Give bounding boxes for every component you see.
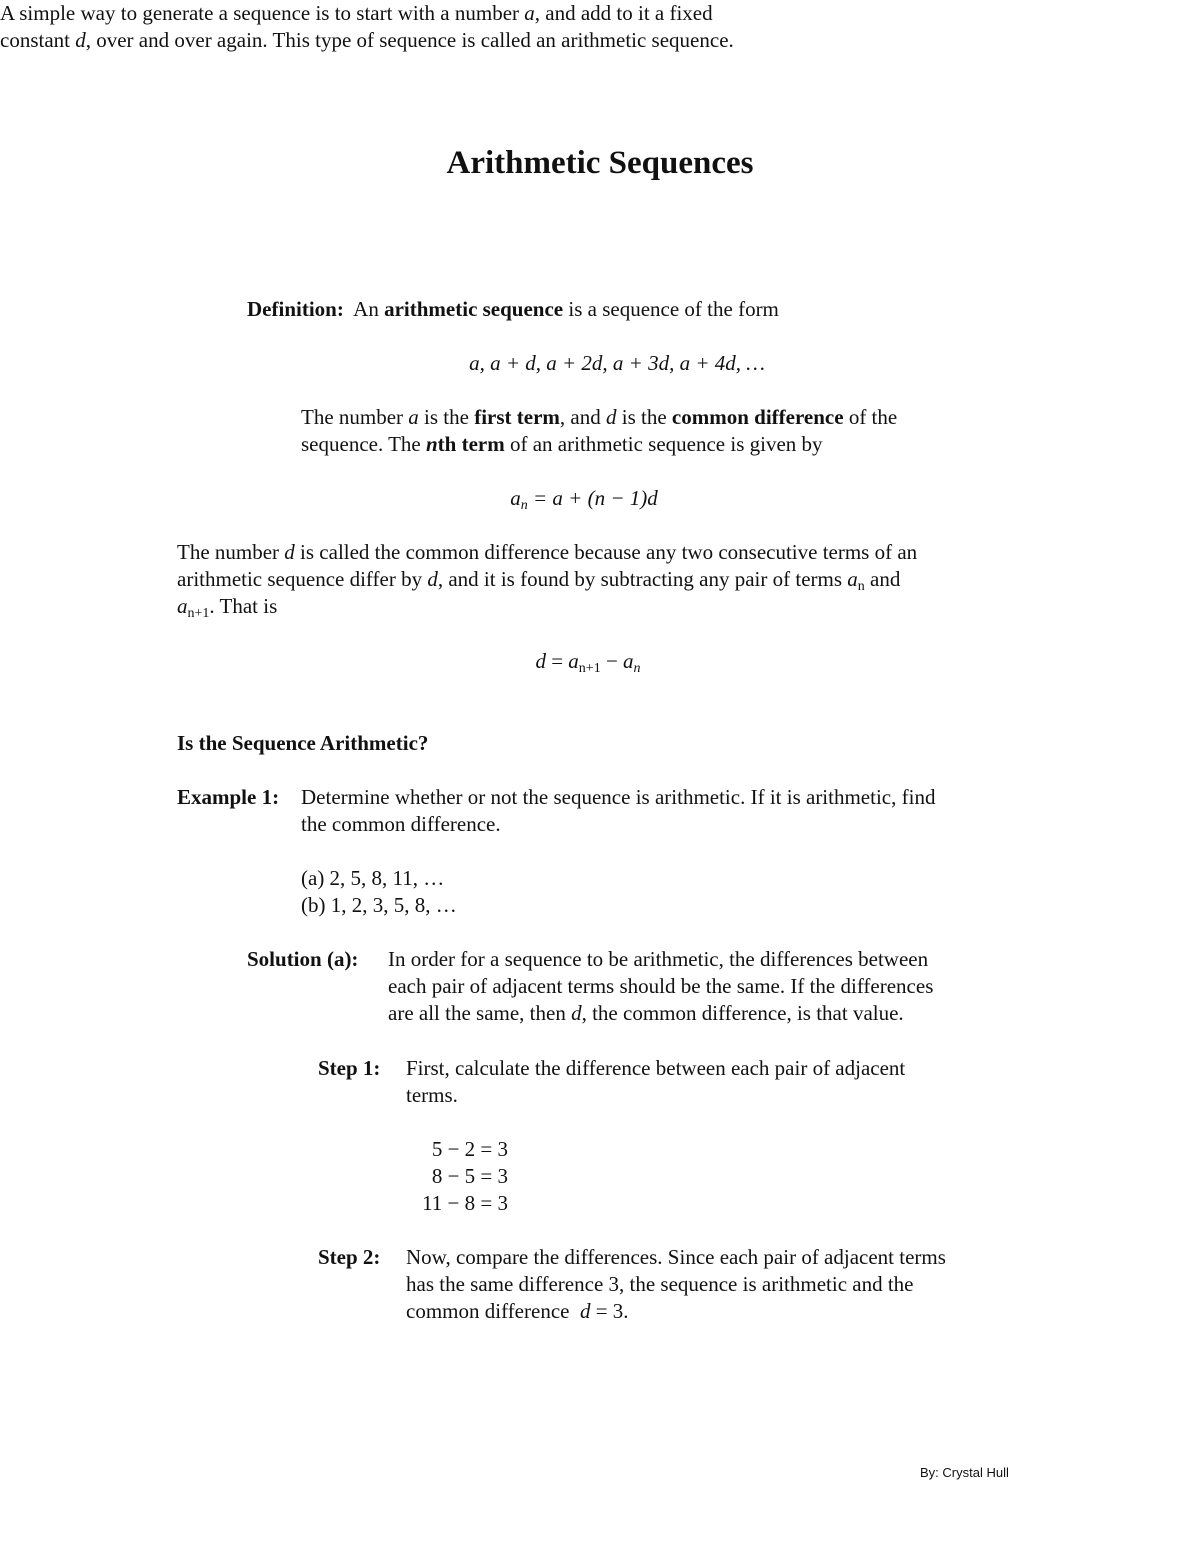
intro-line-1: A simple way to generate a sequence is to start with a number a, and add to it a fixed — [0, 1, 713, 25]
solution-a-label: Solution (a): — [247, 947, 359, 971]
step-1-line-1: First, calculate the difference between each pair of adjacent — [406, 1056, 906, 1080]
step-1-equation: 8 − 5 = 3 — [431, 1164, 508, 1188]
step-2-line-1: Now, compare the differences. Since each pair of adjacent terms — [406, 1245, 946, 1269]
solution-a-line-2: each pair of adjacent terms should be the same. If the differences — [388, 974, 934, 998]
author-footer: By: Crystal Hull — [920, 1465, 1009, 1480]
example-1-line-1: Determine whether or not the sequence is arithmetic. If it is arithmetic, find — [301, 785, 936, 809]
example-1-label: Example 1: — [177, 785, 280, 809]
solution-a-line-1: In order for a sequence to be arithmetic, the differences between — [388, 947, 929, 971]
nth-term-formula: $a_n = a + (n - 1)d$ — [510, 486, 658, 513]
step-1-label: Step 1: — [318, 1056, 381, 1080]
common-difference-line-1: The number d is called the common difference because any two consecutive terms of an — [177, 540, 918, 564]
section-heading: Is the Sequence Arithmetic? — [177, 731, 429, 755]
difference-formula: $d = a_{n+1} - a_n$ — [535, 649, 641, 676]
intro-line-2: constant d, over and over again. This type of sequence is called an arithmetic sequence. — [0, 28, 734, 52]
step-2-line-2: has the same difference 3, the sequence is arithmetic and the — [406, 1272, 914, 1296]
definition-line: Definition: An arithmetic sequence is a sequence of the form — [247, 297, 779, 321]
definition-detail-line-2: sequence. The nth term of an arithmetic sequence is given by — [301, 432, 823, 456]
step-1-equation: 5 − 2 = 3 — [431, 1137, 508, 1161]
common-difference-line-3: $a_{n+1}$. That is — [177, 594, 278, 621]
definition-term: arithmetic sequence — [384, 297, 564, 321]
example-1-part-a: (a) 2, 5, 8, 11, … — [301, 866, 445, 890]
step-2-line-3: common difference d = 3. — [406, 1299, 629, 1323]
common-difference-line-2: arithmetic sequence differ by d, and it is found by subtracting any pair of terms $a_n$ and — [177, 567, 901, 594]
step-2-label: Step 2: — [318, 1245, 381, 1269]
page-title: Arithmetic Sequences — [446, 145, 754, 181]
example-1-part-b: (b) 1, 2, 3, 5, 8, … — [301, 893, 457, 917]
example-1-line-2: the common difference. — [301, 812, 501, 836]
definition-label: Definition: — [247, 297, 344, 321]
step-1-line-2: terms. — [406, 1083, 458, 1107]
step-1-equation: 11 − 8 = 3 — [422, 1191, 508, 1215]
definition-detail-line-1: The number a is the first term, and d is the common difference of the — [301, 405, 898, 429]
intro-paragraph — [0, 0, 850, 54]
sequence-form: a, a + d, a + 2d, a + 3d, a + 4d, … — [469, 351, 765, 375]
solution-a-line-3: are all the same, then d, the common difference, is that value. — [388, 1001, 904, 1025]
